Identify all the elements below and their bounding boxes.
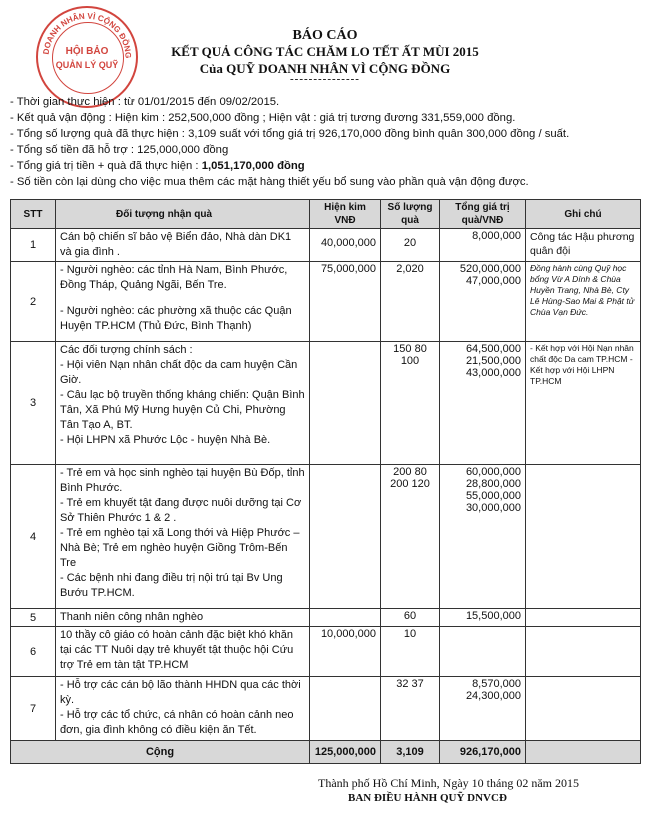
row-recipient — [56, 465, 310, 609]
row-stt: 1 — [11, 229, 56, 262]
recipient-line: - Trẻ em nghèo tại xã Long thới và Hiệp Phước – Nhà Bè; Trẻ em nghèo huyện Giồng Trôm-Bến Tre — [60, 527, 300, 569]
summary-remaining: - Số tiền còn lại dùng cho việc mua thêm các mặt hàng thiết yếu bổ sung vào phần quà vận động được. — [10, 176, 529, 188]
row-recipient: 10 thầy cô giáo có hoàn cảnh đặc biệt khó khăn tại các TT Nuôi dạy trẻ khuyết tật thuộc hội Cứu trợ Trẻ em tàn tật TP.HCM — [56, 627, 310, 677]
row-recipient: Cán bộ chiến sĩ bảo vệ Biển đảo, Nhà dàn DK1 và gia đình . — [56, 229, 310, 262]
value-line: 21,500,000 — [465, 355, 521, 367]
recipient-line: - Trẻ em khuyết tật đang được nuôi dưỡng tại Cơ Sở Thiên Phước 1 & 2 . — [60, 497, 302, 524]
row-value — [440, 262, 526, 342]
quantity-line: 120 — [411, 478, 430, 490]
row-note — [526, 609, 641, 627]
row-value — [440, 677, 526, 741]
total-row — [11, 741, 641, 764]
value-line: 60,000,000 — [465, 466, 521, 478]
row-quantity — [381, 342, 440, 465]
row-stt: 4 — [11, 465, 56, 609]
row-cash: 75,000,000 — [310, 262, 381, 342]
summary-total-value — [10, 158, 640, 174]
table-row — [11, 609, 641, 627]
table-row — [11, 262, 641, 342]
report-title: BÁO CÁO — [292, 28, 358, 43]
row-value: 8,000,000 — [440, 229, 526, 262]
row-note — [526, 342, 641, 465]
total-label: Cộng — [11, 741, 310, 764]
recipient-line: - Hội LHPN xã Phước Lộc - huyện Nhà Bè. — [60, 434, 271, 446]
value-line: 8,570,000 — [472, 678, 521, 690]
value-line: 43,000,000 — [465, 367, 521, 379]
recipient-line: - Người nghèo: các tỉnh Hà Nam, Bình Phước, Đồng Tháp, Quảng Ngãi, Bến Tre. — [60, 264, 288, 291]
row-recipient — [56, 342, 310, 465]
note-line: - Kết hợp với Hội LHPN TP.HCM — [530, 354, 633, 386]
row-value — [440, 342, 526, 465]
row-note — [526, 627, 641, 677]
col-header-recipient: Đối tượng nhận quà — [56, 200, 310, 229]
value-line: 520,000,000 — [459, 263, 521, 275]
recipient-line: - Câu lạc bộ truyền thống kháng chiến: Quận Bình Tân, Xã Phú Mỹ Hưng huyện Củ Chi, Phường Tân Tạo A, BT. — [60, 389, 305, 431]
row-stt: 3 — [11, 342, 56, 465]
recipient-line: - Hỗ trợ các tổ chức, cá nhân có hoàn cảnh neo đơn, gia đình không có điều kiện ăn Tết. — [60, 709, 294, 736]
row-quantity — [381, 677, 440, 741]
report-subtitle: KẾT QUẢ CÔNG TÁC CHĂM LO TẾT ẤT MÙI 2015 — [171, 44, 479, 59]
signer-name: BAN ĐIỀU HÀNH QUỸ DNVCĐ — [348, 792, 507, 804]
table-row — [11, 342, 641, 465]
recipient-line: - Hội viên Nạn nhân chất độc da cam huyện Cần Giờ. — [60, 359, 298, 386]
row-stt: 2 — [11, 262, 56, 342]
recipient-line: - Người nghèo: các phường xã thuộc các Quận Huyện TP.HCM (Thủ Đức, Bình Thạnh) — [60, 305, 292, 332]
summary-cash-support: - Tổng số tiền đã hỗ trợ : 125,000,000 đồng — [10, 144, 229, 156]
recipient-line: Các đối tượng chính sách : — [60, 344, 193, 356]
row-cash — [310, 677, 381, 741]
quantity-line: 32 — [396, 678, 409, 690]
col-header-cash: Hiện kim VNĐ — [310, 200, 381, 229]
summary-fundraising: - Kết quả vận động : Hiện kim : 252,500,000 đồng ; Hiện vật : giá trị tương đương 331,559,000 đồng. — [10, 112, 516, 124]
quantity-line: 100 — [400, 355, 420, 367]
report-organization: Của QUỸ DOANH NHÂN VÌ CỘNG ĐỒNG — [199, 61, 451, 76]
value-line: 28,800,000 — [465, 478, 521, 490]
row-quantity: 2,020 — [381, 262, 440, 342]
svg-text:DOANH NHÂN VÌ CỘNG ĐỒNG: DOANH NHÂN VÌ CỘNG ĐỒNG — [41, 11, 133, 59]
quantity-line: 80 — [414, 343, 427, 355]
row-value — [440, 627, 526, 677]
place-and-date: Thành phố Hồ Chí Minh, Ngày 10 tháng 02 năm 2015 — [318, 776, 579, 790]
summary-gifts: - Tổng số lượng quà đã thực hiện : 3,109 suất với tổng giá trị 926,170,000 đồng bình quân 300,000 đồng / suất. — [10, 128, 570, 140]
col-header-value: Tổng giá trị quà/VNĐ — [440, 200, 526, 229]
row-note: Công tác Hậu phương quân đội — [526, 229, 641, 262]
title-divider: --------------- — [290, 73, 360, 85]
seal-line-1: HỘI BẢO — [65, 46, 109, 57]
note-line: - Kết hợp với Hội Nạn nhân chất độc Da cam TP.HCM — [530, 343, 634, 364]
table-row — [11, 465, 641, 609]
value-line: 30,000,000 — [465, 502, 521, 514]
gift-recipients-table — [10, 199, 641, 764]
table-header-row — [11, 200, 641, 229]
value-line: 24,300,000 — [465, 690, 521, 702]
row-value: 15,500,000 — [440, 609, 526, 627]
value-line: 55,000,000 — [465, 490, 521, 502]
quantity-line: 200 — [393, 466, 412, 478]
col-header-stt: STT — [11, 200, 56, 229]
row-stt: 5 — [11, 609, 56, 627]
value-line: 64,500,000 — [465, 343, 521, 355]
row-note — [526, 677, 641, 741]
summary-period: - Thời gian thực hiện : từ 01/01/2015 đến 09/02/2015. — [10, 96, 280, 108]
row-quantity — [381, 465, 440, 609]
total-note — [526, 741, 641, 764]
row-recipient: Thanh niên công nhân nghèo — [56, 609, 310, 627]
row-quantity: 20 — [381, 229, 440, 262]
summary-total-label: - Tổng giá trị tiền + quà đã thực hiện : — [10, 160, 202, 172]
summary-list — [10, 94, 640, 190]
row-quantity: 10 — [381, 627, 440, 677]
row-note: Đồng hành cùng Quỹ học bổng Vừ A Dính & Chùa Huyền Trang, Nhà Bè, Cty Lê Hùng-Sao Mai & Phật tử Chùa Vạn Đức. — [526, 262, 641, 342]
table-row — [11, 627, 641, 677]
row-cash — [310, 342, 381, 465]
col-header-quantity: Số lượng quà — [381, 200, 440, 229]
summary-total-amount: 1,051,170,000 đồng — [201, 160, 305, 172]
row-stt: 6 — [11, 627, 56, 677]
quantity-line: 150 — [393, 343, 412, 355]
row-quantity: 60 — [381, 609, 440, 627]
quantity-line: 200 — [390, 478, 409, 490]
row-note — [526, 465, 641, 609]
seal-line-2: QUẢN LÝ QUỸ — [55, 60, 119, 70]
table-row — [11, 229, 641, 262]
total-cash: 125,000,000 — [310, 741, 381, 764]
row-value — [440, 465, 526, 609]
total-quantity: 3,109 — [381, 741, 440, 764]
recipient-line: - Hỗ trợ các cán bộ lão thành HHDN qua các thời kỳ. — [60, 679, 301, 706]
total-value: 926,170,000 — [440, 741, 526, 764]
row-cash — [310, 465, 381, 609]
row-recipient — [56, 677, 310, 741]
recipient-line: - Trẻ em và học sinh nghèo tại huyện Bù Đốp, tỉnh Bình Phước. — [60, 467, 305, 494]
row-cash — [310, 609, 381, 627]
quantity-line: 80 — [414, 466, 427, 478]
row-cash: 10,000,000 — [310, 627, 381, 677]
row-recipient — [56, 262, 310, 342]
table-row — [11, 677, 641, 741]
quantity-line: 37 — [411, 678, 424, 690]
recipient-line: - Các bệnh nhi đang điều trị nội trú tại Bv Ung Bướu TP.HCM. — [60, 572, 283, 599]
col-header-note: Ghi chú — [526, 200, 641, 229]
value-line: 47,000,000 — [465, 275, 521, 287]
row-cash: 40,000,000 — [310, 229, 381, 262]
row-stt: 7 — [11, 677, 56, 741]
